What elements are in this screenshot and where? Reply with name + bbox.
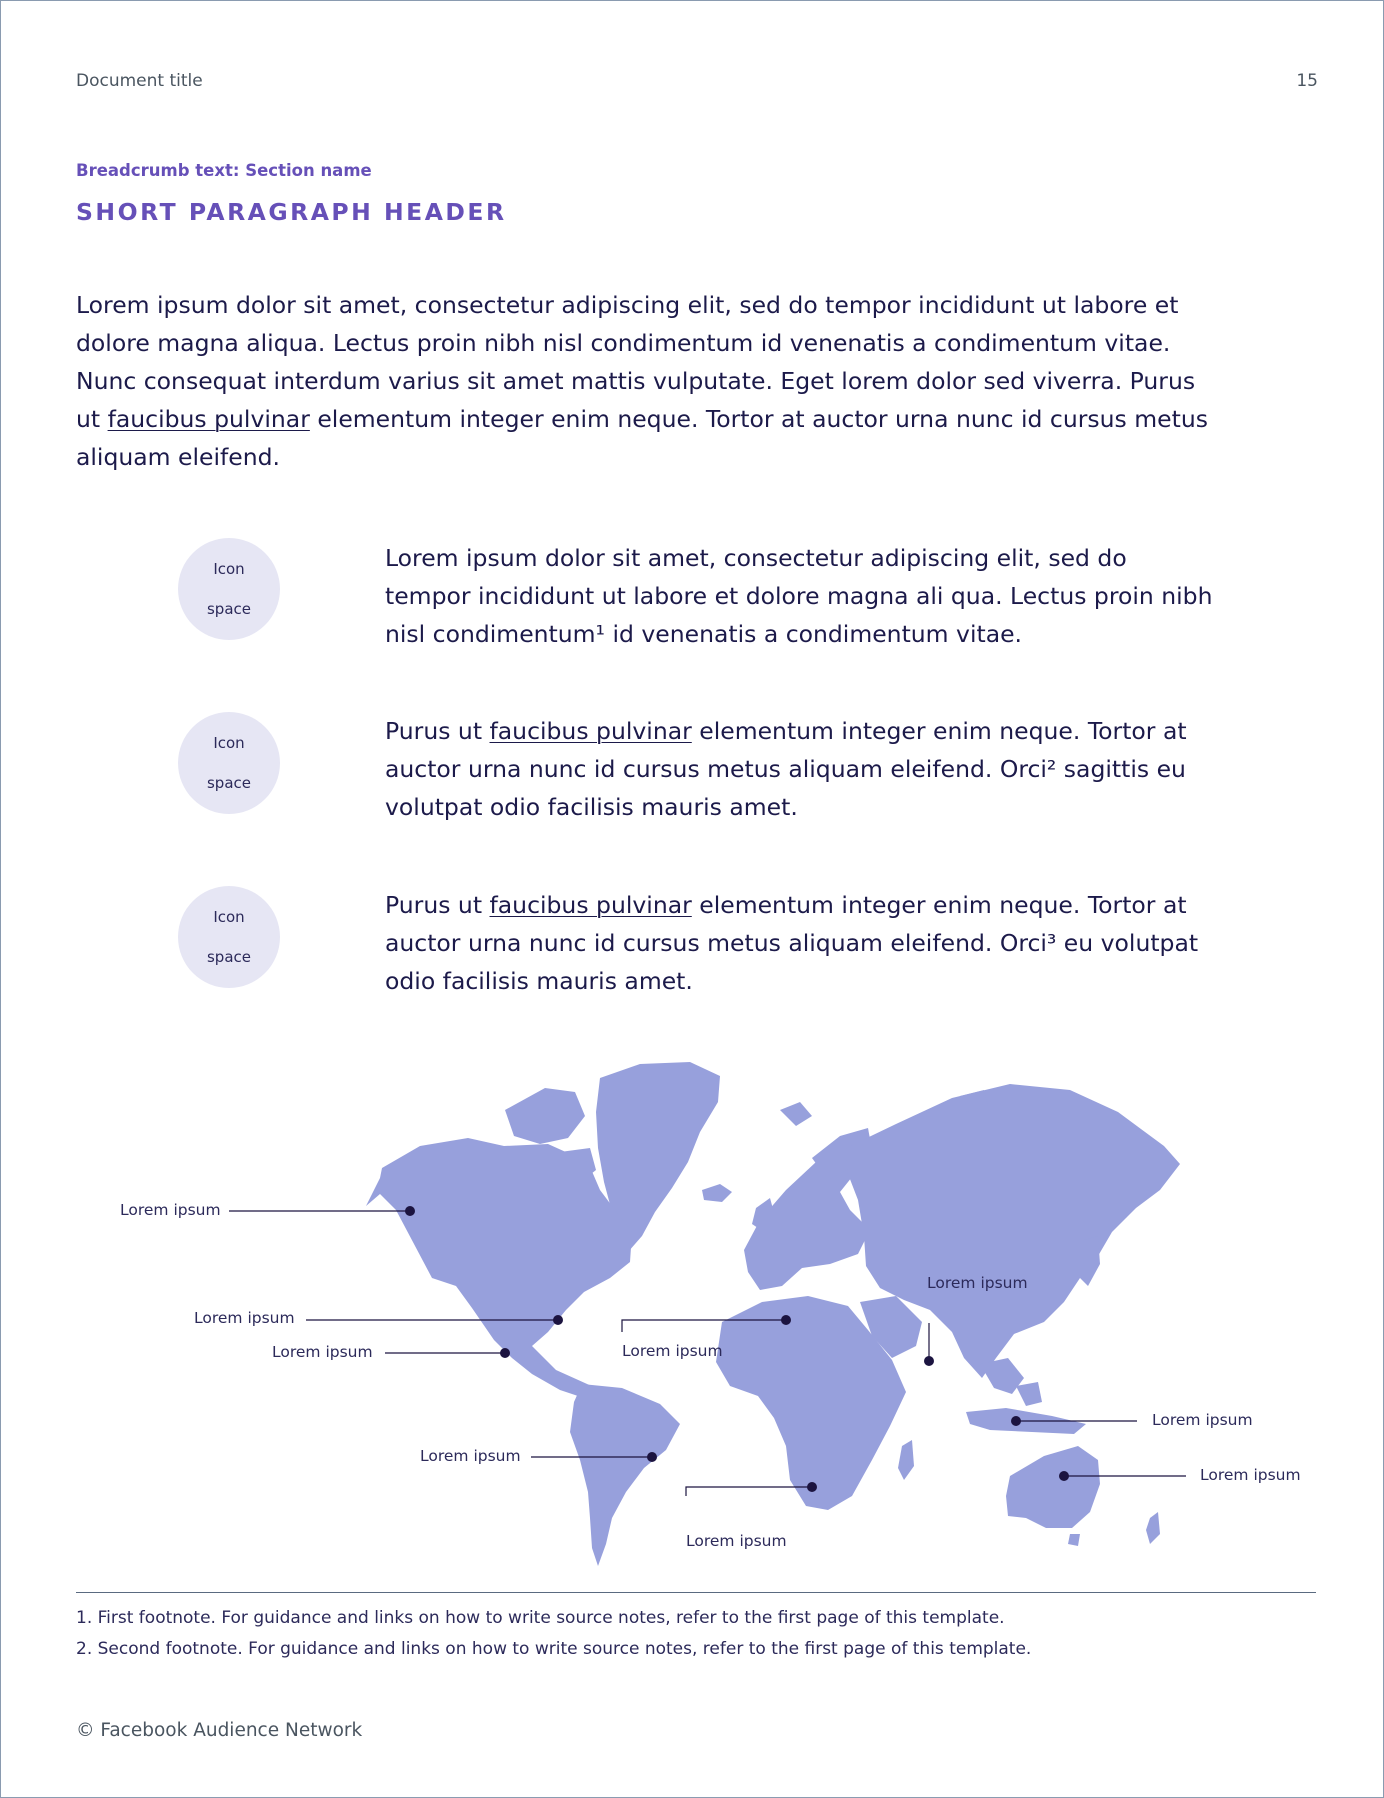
icon-placeholder-label: Icon <box>213 560 245 578</box>
map-label: Lorem ipsum <box>622 1342 723 1360</box>
item-text-start: Purus ut <box>385 717 490 745</box>
breadcrumb: Breadcrumb text: Section name <box>76 161 372 180</box>
world-map <box>0 1040 1384 1580</box>
icon-placeholder-label: space <box>206 600 251 618</box>
item-text-end: elementum integer enim neque. Tortor at auctor urna nunc id cursus metus aliquam eleifend. Orci³ eu volutpat odio facilisis mauris amet. <box>385 891 1199 995</box>
section-header: SHORT PARAGRAPH HEADER <box>76 198 507 226</box>
map-label: Lorem ipsum <box>686 1532 787 1550</box>
map-label: Lorem ipsum <box>272 1343 373 1361</box>
map-label: Lorem ipsum <box>927 1274 1028 1292</box>
intro-link[interactable]: faucibus pulvinar <box>107 405 310 433</box>
world-map-landmasses <box>366 1062 1180 1566</box>
footnote-divider <box>76 1592 1316 1593</box>
footnote-2: 2. Second footnote. For guidance and links on how to write source notes, refer to the first page of this template. <box>76 1639 1032 1659</box>
copyright: © Facebook Audience Network <box>76 1720 363 1741</box>
tasmania-shape <box>1068 1534 1080 1546</box>
icon-placeholder-label: Icon <box>213 908 245 926</box>
map-marker <box>1059 1471 1069 1481</box>
new-zealand-shape <box>1146 1512 1160 1544</box>
icon-placeholder-label: Icon <box>213 734 245 752</box>
map-marker <box>807 1482 817 1492</box>
map-label: Lorem ipsum <box>194 1309 295 1327</box>
item-text-end: elementum integer enim neque. Tortor at auctor urna nunc id cursus metus aliquam eleifend. Orci² sagittis eu volutpat odio facilisis mauris amet. <box>385 717 1187 821</box>
icon-placeholder-2 <box>178 712 280 814</box>
item-link[interactable]: faucibus pulvinar <box>489 891 692 919</box>
madagascar-shape <box>898 1440 914 1480</box>
map-marker <box>924 1356 934 1366</box>
icon-placeholder-1 <box>178 538 280 640</box>
page-number: 15 <box>1296 71 1318 91</box>
australia-shape <box>1006 1446 1100 1528</box>
item-text-start: Purus ut <box>385 891 490 919</box>
north-america-shape <box>366 1138 632 1400</box>
arctic-islands-shape <box>505 1088 585 1144</box>
intro-text-start: Lorem ipsum dolor sit amet, consectetur adipiscing elit, sed do tempor incididunt ut labore et dolore magna aliqua. Lectus proin nibh nisl condimentum id venenatis a condimentum vitae. Nunc consequat interdum varius sit amet mattis vulputate. Eget lorem dolor sed viverra. Purus ut <box>76 291 1196 433</box>
icon-placeholder-label: space <box>206 948 251 966</box>
south-america-shape <box>570 1384 680 1566</box>
map-marker <box>1011 1416 1021 1426</box>
item-text-end: Lorem ipsum dolor sit amet, consectetur adipiscing elit, sed do tempor incididunt ut labore et dolore magna ali qua. Lectus proin nibh nisl condimentum¹ id venenatis a condimentum vitae. <box>385 544 1213 648</box>
icon-placeholder-3 <box>178 886 280 988</box>
map-label: Lorem ipsum <box>120 1201 221 1219</box>
map-leader-line <box>686 1487 812 1496</box>
item-text-1 <box>385 539 1215 653</box>
map-marker <box>500 1348 510 1358</box>
footnote-1: 1. First footnote. For guidance and links on how to write source notes, refer to the first page of this template. <box>76 1608 1005 1628</box>
map-marker <box>405 1206 415 1216</box>
document-title: Document title <box>76 71 203 91</box>
map-marker <box>647 1452 657 1462</box>
iceland-shape <box>702 1184 732 1202</box>
item-text-3 <box>385 886 1215 1000</box>
map-label: Lorem ipsum <box>420 1447 521 1465</box>
icon-placeholder-label: space <box>206 774 251 792</box>
arctic-islands-shape <box>780 1102 812 1126</box>
map-label: Lorem ipsum <box>1200 1466 1301 1484</box>
map-label: Lorem ipsum <box>1152 1411 1253 1429</box>
indonesia-shape <box>1016 1382 1042 1406</box>
item-link[interactable]: faucibus pulvinar <box>489 717 692 745</box>
intro-text-end: elementum integer enim neque. Tortor at auctor urna nunc id cursus metus aliquam eleifend. <box>76 405 1208 471</box>
map-marker <box>553 1315 563 1325</box>
map-marker <box>781 1315 791 1325</box>
item-text-2 <box>385 712 1215 826</box>
intro-paragraph <box>76 286 1226 476</box>
